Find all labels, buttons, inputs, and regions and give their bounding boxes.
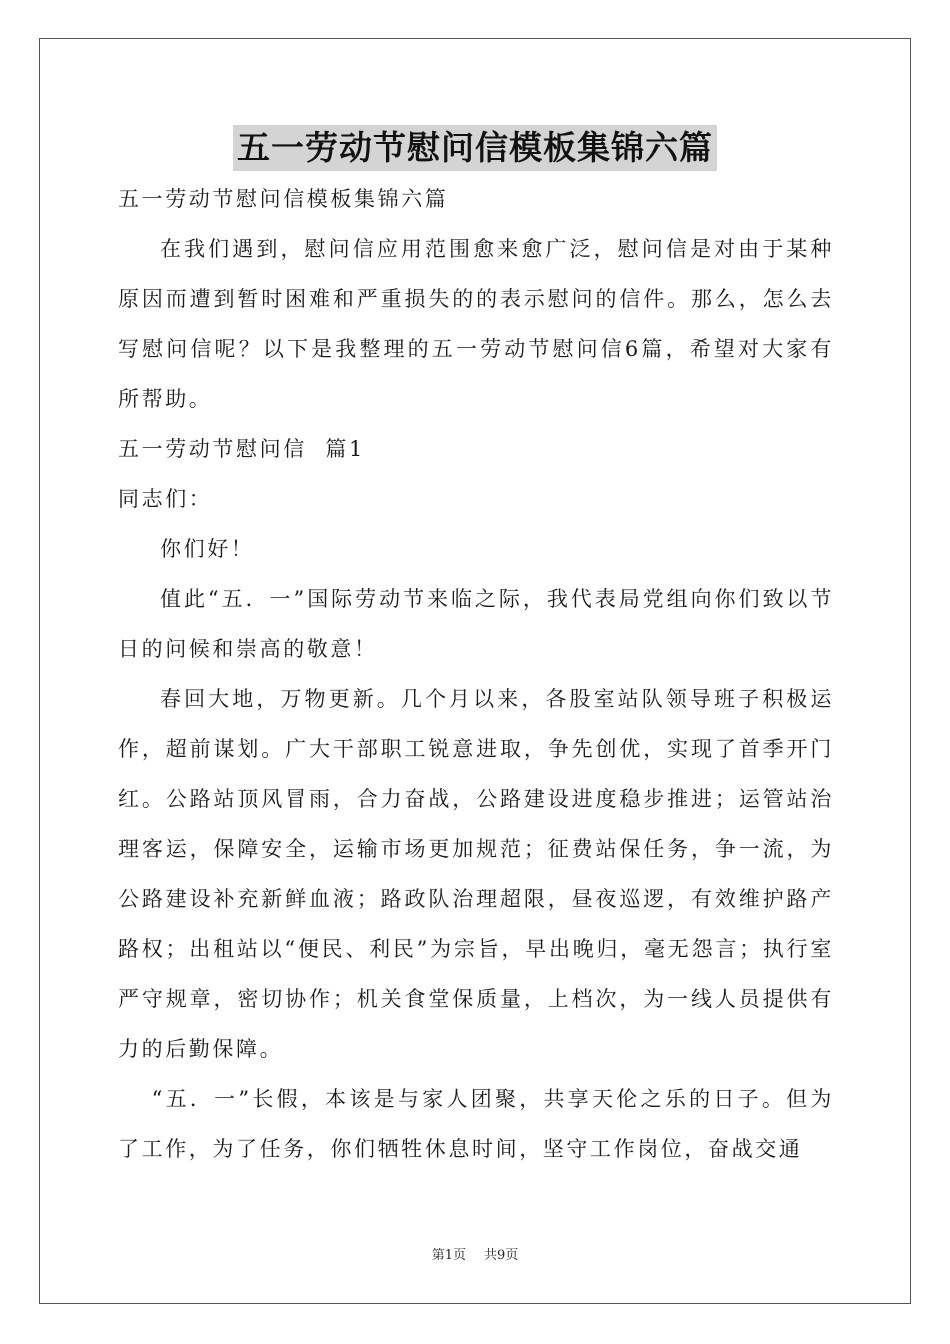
- page-footer: [0, 1246, 950, 1266]
- body-paragraph: 值此“五．一”国际劳动节来临之际，我代表局党组向你们致以节日的问候和崇高的敬意！: [118, 587, 834, 661]
- page-total: 共9页: [484, 1248, 519, 1263]
- intro-paragraph: 在我们遇到，慰问信应用范围愈来愈广泛，慰问信是对由于某种原因而遭到暂时困难和严重损失的的表示慰问的信件。那么，怎么去写慰问信呢？以下是我整理的五一劳动节慰问信6篇，希望对大家有所帮助。: [118, 237, 834, 411]
- greeting: 你们好！: [160, 537, 255, 561]
- section-heading: 五一劳动节慰问信 篇1: [118, 437, 365, 461]
- page-number: 第1页: [431, 1248, 466, 1263]
- body-paragraph: “五．一”长假，本该是与家人团聚，共享天伦之乐的日子。但为了工作，为了任务，你们牺牲休息时间，坚守工作岗位，奋战交通: [118, 1087, 834, 1161]
- document-subtitle: 五一劳动节慰问信模板集锦六篇: [118, 187, 449, 211]
- salutation: 同志们：: [118, 487, 213, 511]
- document-title: 五一劳动节慰问信模板集锦六篇: [233, 125, 717, 171]
- body-paragraph: 春回大地，万物更新。几个月以来，各股室站队领导班子积极运作，超前谋划。广大干部职工锐意进取，争先创优，实现了首季开门红。公路站顶风冒雨，合力奋战，公路建设进度稳步推进；运管站治理客运，保障安全，运输市场更加规范；征费站保任务，争一流，为公路建设补充新鲜血液；路政队治理超限，昼夜巡逻，有效维护路产路权；出租站以“便民、利民”为宗旨，早出晚归，毫无怨言；执行室严守规章，密切协作；机关食堂保质量，上档次，为一线人员提供有力的后勤保障。: [118, 687, 834, 1061]
- title-area: [0, 125, 950, 171]
- document-body: [118, 174, 834, 1174]
